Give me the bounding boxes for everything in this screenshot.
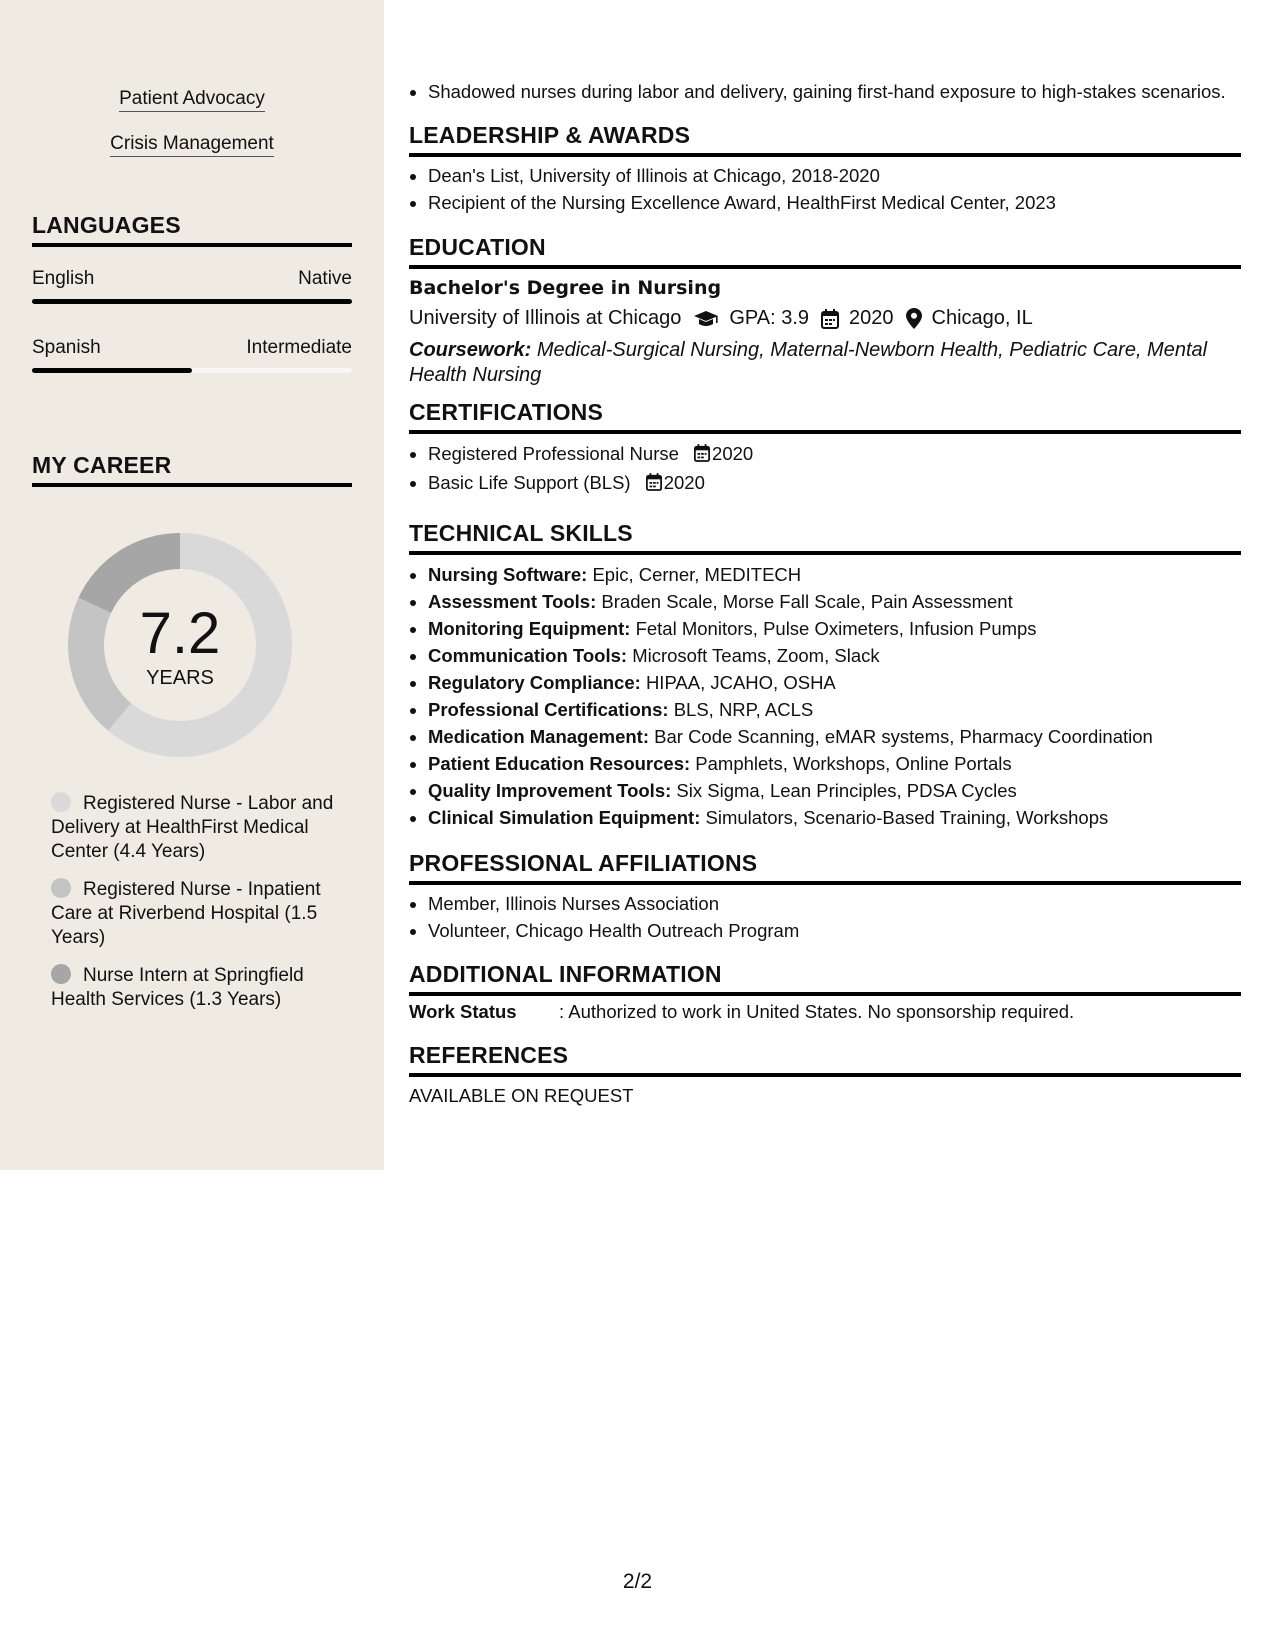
intro-bullets [409,78,1241,105]
legend-dot [51,964,71,984]
skill-item: • Monitoring Equipment: Fetal Monitors, Pulse Oximeters, Infusion Pumps [428,615,1241,642]
skill-item: • Communication Tools: Microsoft Teams, Zoom, Slack [428,642,1241,669]
language-proficiency-bar [32,299,352,304]
skill-item: • Nursing Software: Epic, Cerner, MEDITECH [428,561,1241,588]
education-heading: EDUCATION [409,234,1241,269]
graduation-year: 2020 [849,307,894,329]
language-level: Native [298,268,352,289]
location-pin-icon [906,308,922,329]
school-name: University of Illinois at Chicago [409,307,682,329]
affiliations-list [409,890,1241,944]
language-proficiency-fill [32,368,192,373]
list-item: • Dean's List, University of Illinois at Chicago, 2018-2020 [428,162,1241,189]
technical-skills-heading: TECHNICAL SKILLS [409,520,1241,555]
career-total-value: 7.2 [139,600,221,666]
certifications-heading: CERTIFICATIONS [409,399,1241,434]
skill-tag: Crisis Management [0,133,384,155]
page-number: 2/2 [622,1570,653,1593]
skill-item: • Regulatory Compliance: HIPAA, JCAHO, OSHA [428,669,1241,696]
career-donut-chart [65,530,295,760]
calendar-icon [821,309,839,329]
languages-heading: LANGUAGES [32,212,352,247]
legend-dot [51,878,71,898]
education-entry [409,277,1241,388]
language-row [32,268,352,290]
gpa: GPA: 3.9 [729,307,810,329]
skill-item: • Assessment Tools: Braden Scale, Morse Fall Scale, Pain Assessment [428,588,1241,615]
skill-item: • Professional Certifications: BLS, NRP, ACLS [428,696,1241,723]
career-list [51,792,341,1026]
leadership-list [409,162,1241,216]
additional-info-heading: ADDITIONAL INFORMATION [409,961,1241,996]
certification-item: • Basic Life Support (BLS) 2020 [428,469,1241,498]
list-item: • Volunteer, Chicago Health Outreach Program [428,917,1241,944]
calendar-icon [694,442,710,469]
coursework-label: Coursework: [409,339,532,361]
language-proficiency-bar [32,368,352,373]
technical-skills-list [409,561,1241,831]
references-text: AVAILABLE ON REQUEST [409,1085,634,1106]
work-status-value: : Authorized to work in United States. No sponsorship required. [559,1001,1075,1022]
calendar-icon [646,471,662,498]
certifications-list [409,440,1241,498]
skill-item: • Patient Education Resources: Pamphlets, Workshops, Online Portals [428,750,1241,777]
legend-dot [51,792,71,812]
career-donut-label [65,530,295,760]
skill-tag: Patient Advocacy [0,88,384,110]
list-item: • Recipient of the Nursing Excellence Award, HealthFirst Medical Center, 2023 [428,189,1241,216]
career-item: Registered Nurse - Labor and Delivery at HealthFirst Medical Center (4.4 Years) [51,793,334,862]
language-proficiency-fill [32,299,352,304]
language-name: English [32,268,95,289]
skill-item: • Quality Improvement Tools: Six Sigma, Lean Principles, PDSA Cycles [428,777,1241,804]
language-level: Intermediate [246,337,352,358]
list-item: • Member, Illinois Nurses Association [428,890,1241,917]
language-name: Spanish [32,337,101,358]
school-location: Chicago, IL [931,307,1033,329]
references-heading: REFERENCES [409,1042,1241,1077]
list-item: • Shadowed nurses during labor and delivery, gaining first-hand exposure to high-stakes scenarios. [428,78,1241,105]
leadership-heading: LEADERSHIP & AWARDS [409,122,1241,157]
work-status-row [409,1001,1241,1023]
coursework [409,338,1241,388]
education-details [409,307,1241,330]
graduation-cap-icon [693,310,719,328]
sidebar [0,0,384,1170]
career-heading: MY CAREER [32,452,352,487]
work-status-label: Work Status [409,1001,517,1022]
degree-title: Bachelor's Degree in Nursing [409,277,722,299]
skill-item: • Medication Management: Bar Code Scanning, eMAR systems, Pharmacy Coordination [428,723,1241,750]
certification-item: • Registered Professional Nurse 2020 [428,440,1241,469]
coursework-list: Medical-Surgical Nursing, Maternal-Newborn Health, Pediatric Care, Mental Health Nursing [409,339,1208,386]
career-item: Registered Nurse - Inpatient Care at Riverbend Hospital (1.5 Years) [51,879,321,948]
affiliations-heading: PROFESSIONAL AFFILIATIONS [409,850,1241,885]
language-row [32,337,352,359]
career-total-unit: YEARS [146,666,214,689]
skill-item: • Clinical Simulation Equipment: Simulators, Scenario-Based Training, Workshops [428,804,1241,831]
career-item: Nurse Intern at Springfield Health Services (1.3 Years) [51,965,304,1010]
